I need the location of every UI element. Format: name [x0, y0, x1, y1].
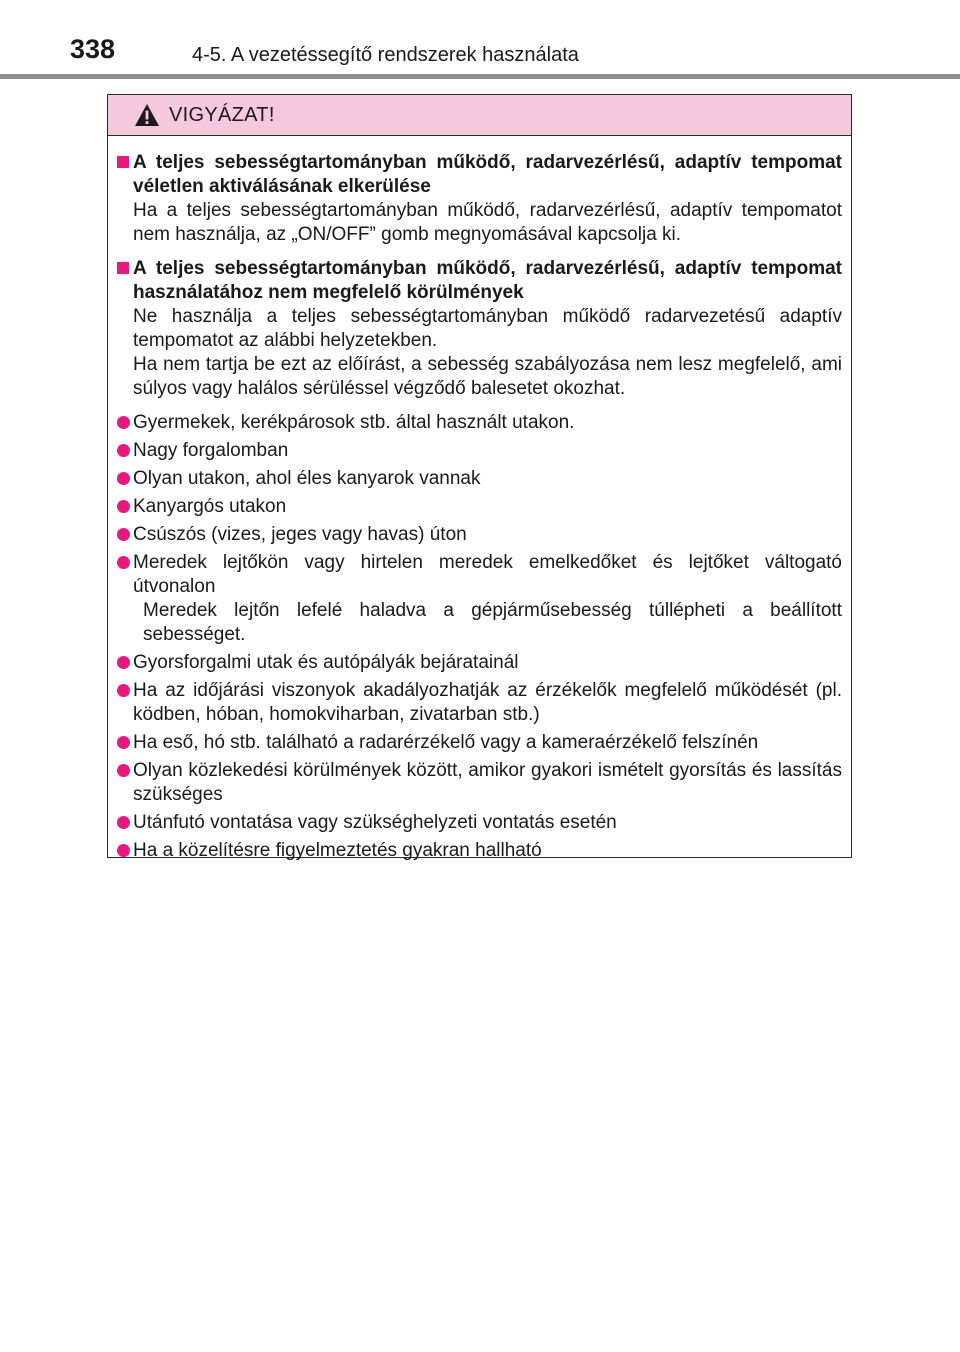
section-square-icon	[117, 262, 129, 274]
bullet-dot-icon	[117, 736, 130, 749]
list-item: Olyan utakon, ahol éles kanyarok vannak	[116, 467, 842, 491]
warning-section	[116, 151, 842, 247]
section-heading: A teljes sebességtartományban működő, radarvezérlésű, adaptív tempomat használatához nem megfelelő körülmények	[133, 258, 842, 303]
warning-title: VIGYÁZAT!	[169, 104, 275, 126]
list-item: Kanyargós utakon	[116, 495, 842, 519]
warning-triangle-icon	[134, 103, 160, 127]
list-item: Ha eső, hó stb. található a radarérzékelő vagy a kameraérzékelő felszínén	[116, 731, 842, 755]
warning-box	[107, 94, 852, 861]
bullet-dot-icon	[117, 528, 130, 541]
list-item: Ha az időjárási viszonyok akadályozhatják az érzékelők megfelelő működését (pl. ködben, hóban, homokviharban, zivatarban stb.)	[116, 679, 842, 727]
section-paragraph: Ne használja a teljes sebességtartományban működő radarvezetésű adaptív tempomatot az alábbi helyzetekben.	[133, 306, 842, 351]
list-item-note: Meredek lejtőn lefelé haladva a gépjárműsebesség túllépheti a beállított sebességet.	[143, 600, 842, 645]
list-item: Csúszós (vizes, jeges vagy havas) úton	[116, 523, 842, 547]
list-item: Utánfutó vontatása vagy szükséghelyzeti vontatás esetén	[116, 811, 842, 835]
list-item: Olyan közlekedési körülmények között, amikor gyakori ismételt gyorsítás és lassítás szükséges	[116, 759, 842, 807]
warning-header	[108, 95, 851, 136]
bullet-dot-icon	[117, 444, 130, 457]
section-title: 4-5. A vezetéssegítő rendszerek használata	[192, 44, 579, 66]
section-heading: A teljes sebességtartományban működő, radarvezérlésű, adaptív tempomat véletlen aktiválásának elkerülése	[133, 152, 842, 197]
section-square-icon	[117, 156, 129, 168]
list-item: Gyermekek, kerékpárosok stb. által használt utakon.	[116, 411, 842, 435]
header-rule	[0, 74, 960, 79]
bullet-dot-icon	[117, 656, 130, 669]
warning-section	[116, 257, 842, 401]
warning-body	[116, 151, 842, 867]
bullet-dot-icon	[117, 844, 130, 857]
bullet-dot-icon	[117, 764, 130, 777]
list-item: Gyorsforgalmi utak és autópályák bejáratainál	[116, 651, 842, 675]
bullet-list	[116, 411, 842, 863]
page-header	[0, 0, 960, 80]
list-item: Ha a közelítésre figyelmeztetés gyakran hallható	[116, 839, 842, 863]
bullet-dot-icon	[117, 556, 130, 569]
bullet-dot-icon	[117, 500, 130, 513]
page-number: 338	[70, 34, 116, 64]
bullet-dot-icon	[117, 472, 130, 485]
bullet-dot-icon	[117, 816, 130, 829]
bullet-dot-icon	[117, 684, 130, 697]
section-paragraph: Ha nem tartja be ezt az előírást, a sebesség szabályozása nem lesz megfelelő, ami súlyos vagy halálos sérüléssel végződő balesetet okozhat.	[133, 354, 842, 399]
section-paragraph: Ha a teljes sebességtartományban működő, radarvezérlésű, adaptív tempomatot nem használja, az „ON/OFF” gomb megnyomásával kapcsolja ki.	[133, 200, 842, 245]
list-item: Meredek lejtőkön vagy hirtelen meredek emelkedőket és lejtőket váltogató útvonalon Meredek lejtőn lefelé haladva a gépjárműsebesség túllépheti a beállított sebességet.	[116, 551, 842, 647]
list-item: Nagy forgalomban	[116, 439, 842, 463]
bullet-dot-icon	[117, 416, 130, 429]
